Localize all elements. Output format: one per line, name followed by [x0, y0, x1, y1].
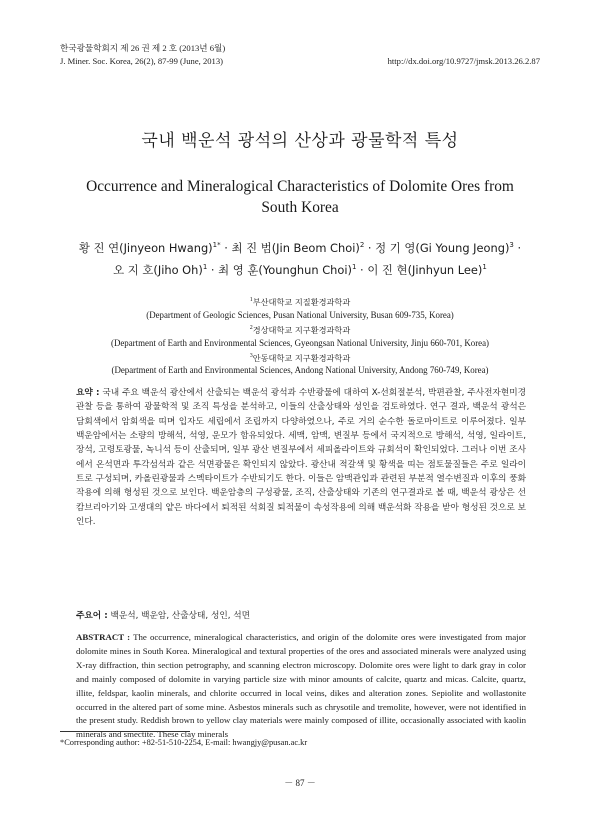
- affiliations: [50, 294, 550, 377]
- author-name: 최 영 훈(Younghun Choi): [218, 262, 352, 277]
- affiliation-ko: [50, 322, 550, 337]
- abstract-korean-text: 국내 주요 백운석 광산에서 산출되는 백운석 광석과 수반광물에 대하여 X-선회절분석, 박편관찰, 주사전자현미경 관찰 등을 통하여 광물학적 및 조직 특성을 분석하고, 이들의 산출상태와 성인을 검토하였다. 연구 결과, 백운석 광석은 담회색에서 암회색을 띠며 입자도 세립에서 조립까지 다양하였으나, 주로 거의 순수한 돌로마이트로 이루어졌다. 일부 백운암에서는 소량의 방해석, 석영, 운모가 함유되었다. 세맥, 암맥, 변질부 등에서 국지적으로 방해석, 석영, 일라이트, 장석, 고령토광물, 녹니석 등이 산출되며, 일부 광산 변질부에서 세피올라이트와 규회석이 확인되었다. 그러나 이번 조사에서 온석면과 투각섬석과 같은 석면광물은 확인되지 않았다. 광산내 적갈색 및 황색을 띠는 점토물질들은 주로 일라이트로 구성되며, 카올린광물과 스멕타이트가 수반되기도 한다. 이들은 암맥관입과 관련된 부분적 열수변질과 이후의 풍화작용에 의해 형성된 것으로 보인다. 백운암층의 구성광물, 조직, 산출상태와 기존의 연구결과로 볼 때, 백운석 광상은 선캄브리아기와 고생대의 얕은 바다에서 퇴적된 석회질 퇴적물이 속성작용에 의해 백운석화 작용을 받아 형성된 것으로 보인다.: [76, 388, 527, 528]
- journal-header-korean: 한국광물학회지 제 26 권 제 2 호 (2013년 6월): [60, 43, 226, 53]
- author-line-1: [40, 236, 560, 258]
- author-name: 최 진 범(Jin Beom Choi): [231, 240, 360, 255]
- author-separator: ·: [364, 240, 376, 255]
- author-name: 황 진 연(Jinyeon Hwang): [78, 240, 213, 255]
- affiliation-ko-text: 부산대학교 지질환경과학과: [252, 296, 351, 307]
- author-affil-mark: 3: [509, 241, 514, 249]
- journal-header-citation: [60, 55, 540, 67]
- author-name: 정 기 영(Gi Young Jeong): [375, 240, 510, 255]
- author-separator: ·: [207, 262, 219, 277]
- author-separator: ·: [356, 262, 368, 277]
- citation: J. Miner. Soc. Korea, 26(2), 87-99 (June, 2013): [60, 56, 224, 66]
- author-affil-mark: 1*: [212, 241, 221, 249]
- abstract-english-label: ABSTRACT :: [76, 632, 131, 642]
- doi-link[interactable]: http://dx.doi.org/10.9727/jmsk.2013.26.2.87: [387, 56, 540, 66]
- affiliation-en: (Department of Earth and Environmental Sciences, Andong National University, Andong 760-749, Korea): [111, 365, 489, 376]
- affiliation-ko-text: 경상대학교 지구환경과학과: [252, 324, 351, 335]
- affiliation-mark: 1: [249, 297, 253, 303]
- author-list: [40, 236, 560, 280]
- abstract-korean: [76, 386, 526, 529]
- affiliation-en: (Department of Earth and Environmental Sciences, Gyeongsan National University, Jinju 660-701, Korea): [111, 337, 489, 348]
- author-line-2: [40, 258, 560, 280]
- author-separator: ·: [220, 240, 232, 255]
- affiliation-mark: 2: [249, 324, 253, 331]
- author-name: 오 지 호(Jiho Oh): [113, 262, 203, 277]
- keywords-text: 백운석, 백운암, 산출상태, 성인, 석면: [107, 611, 251, 621]
- affiliation-ko-text: 안동대학교 지구환경과학과: [252, 352, 351, 363]
- affiliation-ko: [50, 294, 550, 309]
- author-separator: ·: [513, 240, 522, 255]
- page-number: － 87 －: [284, 778, 316, 788]
- abstract-korean-label: 요약 :: [76, 388, 100, 398]
- footnote-rule: [60, 731, 190, 732]
- author-name: 이 진 현(Jinhyun Lee): [367, 262, 483, 277]
- title-english: Occurrence and Mineralogical Characteristics of Dolomite Ores from South Korea: [86, 178, 514, 216]
- affiliation-mark: 3: [249, 352, 253, 359]
- author-affil-mark: 1: [482, 262, 487, 271]
- keywords-label: 주요어 :: [76, 611, 108, 621]
- corresponding-author-footnote: *Corresponding author: +82-51-510-2254, E-mail: hwangjy@pusan.ac.kr: [60, 738, 308, 747]
- abstract-english: [76, 631, 526, 742]
- author-affil-mark: 1: [202, 262, 208, 271]
- affiliation-en: (Department of Geologic Sciences, Pusan National University, Busan 609-735, Korea): [146, 309, 454, 320]
- affiliation-ko: [50, 350, 550, 365]
- title-korean: 국내 백운석 광석의 산상과 광물학적 특성: [141, 131, 459, 151]
- keywords-korean: [76, 609, 526, 623]
- abstract-english-text: The occurrence, mineralogical characteristics, and origin of the dolomite ores were investigated from major dolomite mines in South Korea. Mineralogical and textural properties of the ores and associated minerals were analyzed using X-ray diffraction, thin section petrography, and scanning electron microscopy. Dolomite ores were light to dark gray in color and mainly composed of dolomite in varying particle size with minor amounts of calcite, quartz and micas. Calcite, quartz, illite, feldspar, kaolin minerals, and chlorite occurred in local veins, dikes and alteration zones. Sepiolite and wollastonite occurred in the altered part of some mine. Asbestos minerals such as chrysotile and tremolite, however, were not identified in the present study. Reddish brown to yellow clay materials were mainly composed of illite, occasionally associated with kaolin minerals and smectite. These clay minerals: [76, 632, 526, 740]
- author-affil-mark: 2: [359, 241, 365, 249]
- author-affil-mark: 1: [351, 262, 357, 271]
